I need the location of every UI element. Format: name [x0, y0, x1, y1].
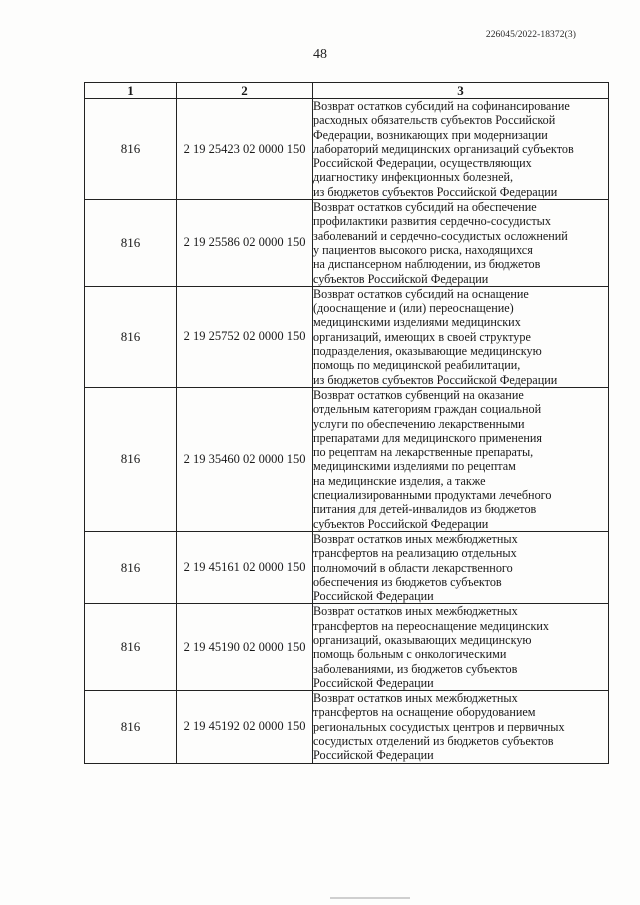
footer-scan-mark: [330, 897, 410, 899]
description-line: Возврат остатков субсидий на софинансирование: [313, 99, 570, 113]
description-line: помощь больным с онкологическими: [313, 647, 507, 662]
admin-code-cell: 816: [85, 387, 177, 531]
column-header-3: 3: [313, 83, 609, 99]
description-line: (дооснащение и (или) переоснащение): [313, 301, 514, 316]
income-description-cell: [313, 387, 609, 531]
table-row: [85, 286, 609, 387]
description-line: препаратами для медицинского применения: [313, 430, 542, 445]
description-line: лабораторий медицинских организаций субъектов: [313, 141, 574, 156]
admin-code-cell: 816: [85, 286, 177, 387]
column-header-1: 1: [85, 83, 177, 99]
description-line: отдельным категориям граждан социальной: [313, 402, 542, 417]
description-line: из бюджетов субъектов Российской Федерации: [313, 184, 558, 199]
description-line: Российской Федерации: [313, 589, 434, 604]
description-line: трансфертов на переоснащение медицинских: [313, 618, 550, 633]
admin-code-cell: 816: [85, 531, 177, 603]
description-line: специализированными продуктами лечебного: [313, 488, 552, 503]
table-row: [85, 691, 609, 763]
admin-code-cell: 816: [85, 691, 177, 763]
description-line: по рецептам на лекарственные препараты,: [313, 445, 534, 460]
page-number: 48: [313, 47, 327, 62]
description-line: обеспечения из бюджетов субъектов: [313, 574, 502, 589]
table-row: [85, 531, 609, 603]
budget-classification-code-cell: 2 19 35460 02 0000 150: [177, 387, 313, 531]
description-line: полномочий в области лекарственного: [313, 560, 513, 575]
table-row: [85, 99, 609, 200]
description-line: Федерации, возникающих при модернизации: [313, 127, 548, 142]
description-line: медицинскими изделиями медицинских: [313, 315, 521, 330]
document-registration-number: 226045/2022-18372(3): [485, 30, 576, 40]
budget-classification-code-cell: 2 19 45190 02 0000 150: [177, 604, 313, 691]
description-line: питания для детей-инвалидов из бюджетов: [313, 502, 537, 517]
description-line: расходных обязательств субъектов Российской: [313, 113, 556, 128]
description-line: Возврат остатков субсидий на обеспечение: [313, 200, 537, 215]
description-line: организаций, оказывающих медицинскую: [313, 632, 532, 647]
budget-classification-code-cell: 2 19 45192 02 0000 150: [177, 691, 313, 763]
description-line: услуги по обеспечению лекарственными: [313, 416, 525, 431]
budget-classification-code-cell: 2 19 25423 02 0000 150: [177, 99, 313, 200]
table-row: [85, 387, 609, 531]
budget-classification-code-cell: 2 19 25752 02 0000 150: [177, 286, 313, 387]
description-line: медицинскими изделиями по рецептам: [313, 459, 516, 474]
table-header-row: [85, 83, 609, 99]
description-line: трансфертов на оснащение оборудованием: [313, 705, 536, 720]
description-line: Возврат остатков иных межбюджетных: [313, 531, 518, 546]
admin-code-cell: 816: [85, 604, 177, 691]
description-line: заболеваниями, из бюджетов субъектов: [313, 661, 518, 676]
description-line: Российской Федерации: [313, 748, 434, 763]
income-description-cell: [313, 691, 609, 763]
description-line: диагностику инфекционных болезней,: [313, 170, 514, 185]
income-description-cell: [313, 286, 609, 387]
description-line: трансфертов на реализацию отдельных: [313, 546, 517, 561]
column-header-2: 2: [177, 83, 313, 99]
description-line: организаций, имеющих в своей структуре: [313, 329, 531, 344]
description-line: сосудистых отделений из бюджетов субъектов: [313, 734, 554, 749]
admin-code-cell: 816: [85, 99, 177, 200]
description-line: на диспансерном наблюдении, из бюджетов: [313, 257, 541, 272]
description-line: на медицинские изделия, а также: [313, 473, 486, 488]
income-description-cell: [313, 531, 609, 603]
table-row: [85, 604, 609, 691]
description-line: Возврат остатков субвенций на оказание: [313, 387, 524, 402]
description-line: Возврат остатков иных межбюджетных: [313, 691, 518, 706]
description-line: Российской Федерации: [313, 675, 434, 690]
description-line: Возврат остатков субсидий на оснащение: [313, 286, 529, 301]
description-line: субъектов Российской Федерации: [313, 516, 489, 531]
income-description-cell: [313, 604, 609, 691]
description-line: Российской Федерации, осуществляющих: [313, 156, 532, 171]
description-line: региональных сосудистых центров и первичных: [313, 719, 565, 734]
table-body: [85, 99, 609, 764]
budget-classification-code-cell: 2 19 45161 02 0000 150: [177, 531, 313, 603]
description-line: помощь по медицинской реабилитации,: [313, 358, 521, 373]
description-line: профилактики развития сердечно-сосудистых: [313, 214, 551, 229]
table-row: [85, 200, 609, 287]
description-line: из бюджетов субъектов Российской Федерации: [313, 372, 558, 387]
income-description-cell: [313, 200, 609, 287]
income-description-cell: [313, 99, 609, 200]
description-line: Возврат остатков иных межбюджетных: [313, 604, 518, 619]
description-line: заболеваний и сердечно-сосудистых осложнений: [313, 228, 568, 243]
admin-code-cell: 816: [85, 200, 177, 287]
description-line: у пациентов высокого риска, находящихся: [313, 242, 533, 257]
budget-classification-code-cell: 2 19 25586 02 0000 150: [177, 200, 313, 287]
description-line: субъектов Российской Федерации: [313, 271, 489, 286]
description-line: подразделения, оказывающие медицинскую: [313, 344, 542, 359]
budget-codes-table: [84, 82, 609, 764]
